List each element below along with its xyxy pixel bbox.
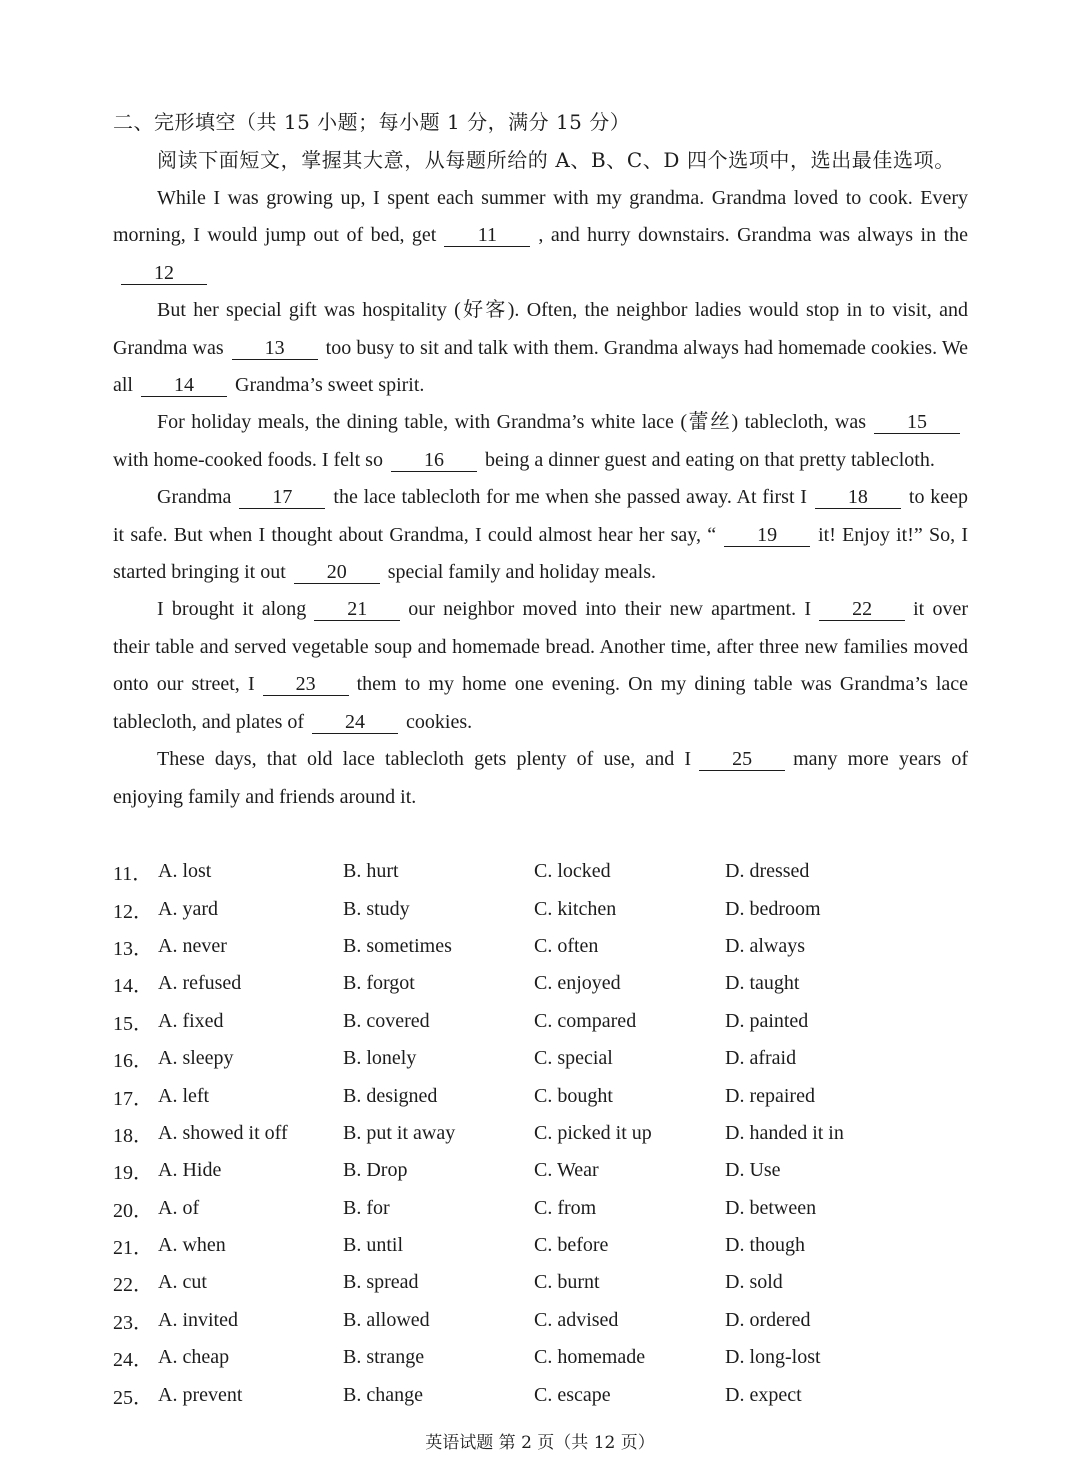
question-row [113,1190,973,1227]
question-number: 19． [113,1162,153,1185]
option-c: C. Wear [534,1159,599,1182]
question-row [113,928,973,965]
blank-14: 14 [141,374,227,397]
blank-13: 13 [232,337,318,360]
question-number: 12． [113,900,153,923]
option-c: C. kitchen [534,897,617,920]
question-row [113,1115,973,1152]
option-d: D. dressed [725,860,810,883]
question-row [113,1264,973,1301]
blank-15: 15 [874,411,960,434]
page-footer: 英语试题 第 2 页（共 12 页） [425,1433,655,1453]
option-c: C. escape [534,1383,611,1406]
option-d: D. taught [725,972,800,995]
option-a: A. yard [158,897,218,920]
option-b: B. hurt [343,860,399,883]
option-d: D. Use [725,1159,781,1182]
option-a: A. invited [158,1308,238,1331]
passage-text: our neighbor moved into their new apartment. I [408,598,812,621]
question-number: 18． [113,1124,153,1147]
question-number: 25． [113,1386,153,1409]
passage-paragraph [113,404,968,479]
question-row [113,1077,973,1114]
question-row [113,1003,973,1040]
option-c: C. special [534,1047,613,1070]
option-d: D. expect [725,1383,802,1406]
passage-paragraph [113,591,968,741]
option-b: B. put it away [343,1121,456,1144]
option-d: D. afraid [725,1047,797,1070]
option-c: C. picked it up [534,1121,652,1144]
option-b: B. for [343,1196,390,1219]
option-d: D. between [725,1196,817,1219]
option-c: C. from [534,1196,597,1219]
option-b: B. lonely [343,1047,417,1070]
option-d: D. though [725,1234,805,1257]
passage-text: many more years of enjoying family and friends around it. [113,748,968,808]
option-c: C. enjoyed [534,972,621,995]
option-c: C. advised [534,1308,619,1331]
passage-text: I brought it along [157,598,307,621]
question-number: 24． [113,1349,153,1372]
option-d: D. always [725,934,805,957]
passage-text: While I was growing up, I spent each summer with my grandma. Grandma loved to cook. Every morning, I would jump out of bed, get [113,187,968,247]
option-d: D. bedroom [725,897,821,920]
option-b: B. designed [343,1084,438,1107]
passage-text: the lace tablecloth for me when she passed away. At first I [333,486,807,509]
blank-18: 18 [815,486,901,509]
passage-paragraph [113,741,968,816]
passage-text: special family and holiday meals. [387,561,657,584]
passage-text: , and hurry downstairs. Grandma was always in the [538,224,969,247]
option-a: A. never [158,934,227,957]
option-b: B. study [343,897,410,920]
question-row [113,965,973,1002]
answer-options [113,853,973,1414]
passage-text: But her special gift was hospitality (好客). Often, the neighbor ladies would stop in to visit, and Grandma was [113,299,968,359]
question-number: 16． [113,1050,153,1073]
cloze-passage [113,180,968,816]
passage-text: too busy to sit and talk with them. Grandma always had homemade cookies. We all [113,336,968,397]
section-title: 二、完形填空（共 15 小题；每小题 1 分，满分 15 分） [113,110,631,134]
option-a: A. of [158,1196,200,1219]
option-a: A. left [158,1084,210,1107]
question-row [113,890,973,927]
question-row [113,1302,973,1339]
option-c: C. often [534,934,599,957]
passage-paragraph [113,180,968,292]
passage-paragraph [113,479,968,591]
passage-text: to keep it safe. But when I thought about Grandma, I could almost hear her say, “ [113,486,968,546]
option-b: B. strange [343,1346,425,1369]
passage-text: with home-cooked foods. I felt so [113,448,383,471]
option-b: B. Drop [343,1159,408,1182]
passage-text: cookies. [406,710,473,733]
blank-20: 20 [294,561,380,584]
passage-paragraph [113,292,968,404]
question-number: 22． [113,1274,153,1297]
option-b: B. covered [343,1009,430,1032]
question-number: 15． [113,1012,153,1035]
option-c: C. locked [534,860,611,883]
option-b: B. sometimes [343,934,452,957]
blank-11: 11 [444,224,530,247]
option-b: B. forgot [343,972,415,995]
blank-12: 12 [121,262,207,285]
option-b: B. allowed [343,1308,430,1331]
option-a: A. refused [158,972,242,995]
blank-16: 16 [391,449,477,472]
option-c: C. homemade [534,1346,646,1369]
passage-text: them to my home one evening. On my dining table was Grandma’s lace tablecloth, and plates of [113,673,969,733]
question-row [113,1152,973,1189]
question-row [113,853,973,890]
option-c: C. burnt [534,1271,600,1294]
passage-text: being a dinner guest and eating on that pretty tablecloth. [484,448,935,471]
option-d: D. ordered [725,1308,811,1331]
question-number: 13． [113,937,153,960]
option-a: A. lost [158,860,212,883]
option-d: D. painted [725,1009,809,1032]
option-b: B. change [343,1383,423,1406]
passage-text: Grandma [157,486,232,509]
option-a: A. cheap [158,1346,230,1369]
instruction: 阅读下面短文，掌握其大意，从每题所给的 A、B、C、D 四个选项中，选出最佳选项。 [157,148,955,172]
option-b: B. spread [343,1271,419,1294]
option-d: D. repaired [725,1084,815,1107]
option-a: A. sleepy [158,1047,234,1070]
option-d: D. sold [725,1271,783,1294]
blank-22: 22 [819,598,905,621]
passage-text: it over their table and served vegetable soup and homemade bread. Another time, after three new families moved onto our street, I [113,598,968,696]
question-row [113,1376,973,1413]
passage-text: Grandma’s sweet spirit. [235,374,425,397]
passage-text: These days, that old lace tablecloth gets plenty of use, and I [157,748,692,771]
option-a: A. cut [158,1271,207,1294]
passage-text: it! Enjoy it!” So, I started bringing it out [113,523,969,584]
question-number: 20． [113,1199,153,1222]
option-b: B. until [343,1234,404,1257]
option-c: C. before [534,1234,609,1257]
blank-19: 19 [724,524,810,547]
option-d: D. handed it in [725,1121,844,1144]
question-number: 21． [113,1237,153,1260]
option-a: A. fixed [158,1009,224,1032]
option-c: C. compared [534,1009,637,1032]
question-row [113,1339,973,1376]
blank-21: 21 [314,598,400,621]
blank-24: 24 [312,711,398,734]
option-a: A. Hide [158,1159,222,1182]
blank-23: 23 [263,673,349,696]
option-d: D. long-lost [725,1346,821,1369]
question-row [113,1227,973,1264]
question-number: 23． [113,1311,153,1334]
question-number: 17． [113,1087,153,1110]
question-number: 14． [113,975,153,998]
question-row [113,1040,973,1077]
option-c: C. bought [534,1084,613,1107]
blank-17: 17 [239,486,325,509]
passage-text: For holiday meals, the dining table, with Grandma’s white lace (蕾丝) tablecloth, was [157,411,866,434]
option-a: A. prevent [158,1383,243,1406]
question-number: 11． [113,863,153,886]
blank-25: 25 [699,748,785,771]
option-a: A. when [158,1234,226,1257]
option-a: A. showed it off [158,1121,288,1144]
